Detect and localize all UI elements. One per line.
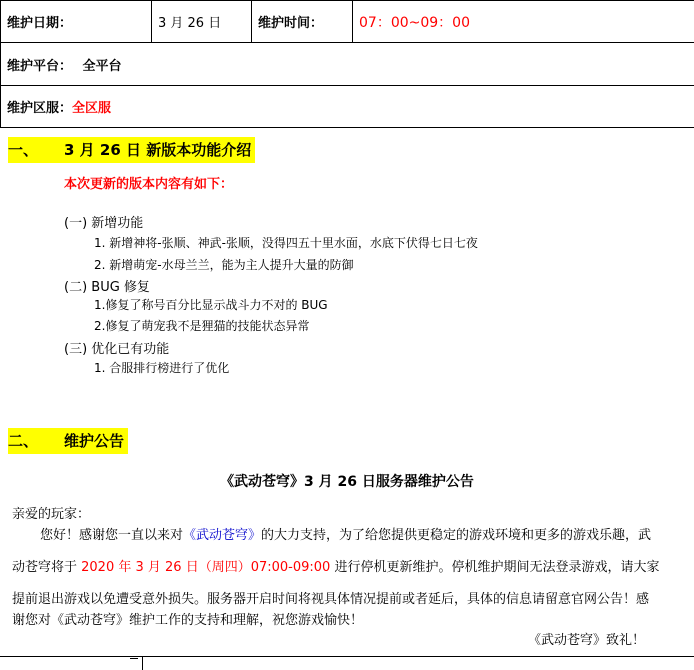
group2-heading: (二) BUG 修复 <box>64 280 150 295</box>
section2-number: 二、 <box>8 432 39 450</box>
date-value: 3 月 26 日 <box>152 1 252 43</box>
group2-item2: 2.修复了萌宠我不是狸猫的技能状态异常 <box>94 319 310 333</box>
group2-item1: 1.修复了称号百分比显示战斗力不对的 BUG <box>94 298 328 312</box>
notice-p1-b: 的大力支持，为了给您提供更稳定的游戏环境和更多的游戏乐趣，武 <box>261 528 652 543</box>
notice-p2-a: 动苍穹将于 <box>12 560 82 575</box>
section1-heading <box>8 137 255 163</box>
group3-heading: (三) 优化已有功能 <box>64 342 170 357</box>
region-label: 维护区服： <box>7 101 73 116</box>
notice-paragraph-3: 提前退出游戏以免遭受意外损失。服务器开启时间将视具体情况提前或者延后，具体的信息请留意官网公告！感 <box>12 592 650 607</box>
section2-title: 维护公告 <box>64 432 125 450</box>
notice-game-name: 《武动苍穹》 <box>183 528 262 543</box>
notice-title: 《武动苍穹》3 月 26 日服务器维护公告 <box>220 474 474 490</box>
region-cell <box>1 86 694 128</box>
notice-paragraph-1 <box>40 524 651 543</box>
notice-maintenance-time: 2020 年 3 月 26 日（周四）07:00-09:00 <box>81 560 331 575</box>
bottom-rule <box>0 656 694 657</box>
notice-signature: 《武动苍穹》致礼！ <box>528 633 646 648</box>
notice-paragraph-4: 谢您对《武动苍穹》维护工作的支持和理解，祝您游戏愉快！ <box>12 613 364 628</box>
time-label: 维护时间： <box>252 1 353 43</box>
group1-heading: (一) 新增功能 <box>64 216 144 231</box>
platform-row <box>1 43 694 86</box>
bottom-corner-mark <box>130 658 138 659</box>
platform-label: 维护平台： <box>7 58 73 74</box>
platform-value: 全平台 <box>82 58 122 74</box>
notice-p1-a: 您好！感谢您一直以来对 <box>40 528 184 543</box>
update-subtitle: 本次更新的版本内容有如下： <box>64 177 234 192</box>
notice-paragraph-2 <box>12 556 659 575</box>
date-label: 维护日期： <box>1 1 152 43</box>
date-time-row <box>1 1 694 43</box>
region-row <box>1 86 694 128</box>
section2-heading <box>8 428 128 454</box>
bottom-divider <box>142 656 143 670</box>
maintenance-info-table <box>0 0 694 128</box>
group1-item2: 2. 新增萌宠-水母兰兰，能为主人提升大量的防御 <box>94 258 354 272</box>
group3-item1: 1. 合服排行榜进行了优化 <box>94 361 230 375</box>
notice-p2-b: 进行停机更新维护。停机维护期间无法登录游戏，请大家 <box>330 560 660 575</box>
section1-number: 一、 <box>8 141 39 159</box>
region-value: 全区服 <box>72 101 112 116</box>
group1-item1: 1. 新增神将-张顺、神武-张顺，没得四五十里水面，水底下伏得七日七夜 <box>94 236 478 250</box>
time-value: 07：00~09：00 <box>353 1 694 43</box>
platform-cell <box>1 43 694 86</box>
section1-title: 3 月 26 日 新版本功能介绍 <box>64 141 252 159</box>
notice-greeting: 亲爱的玩家： <box>12 507 91 522</box>
